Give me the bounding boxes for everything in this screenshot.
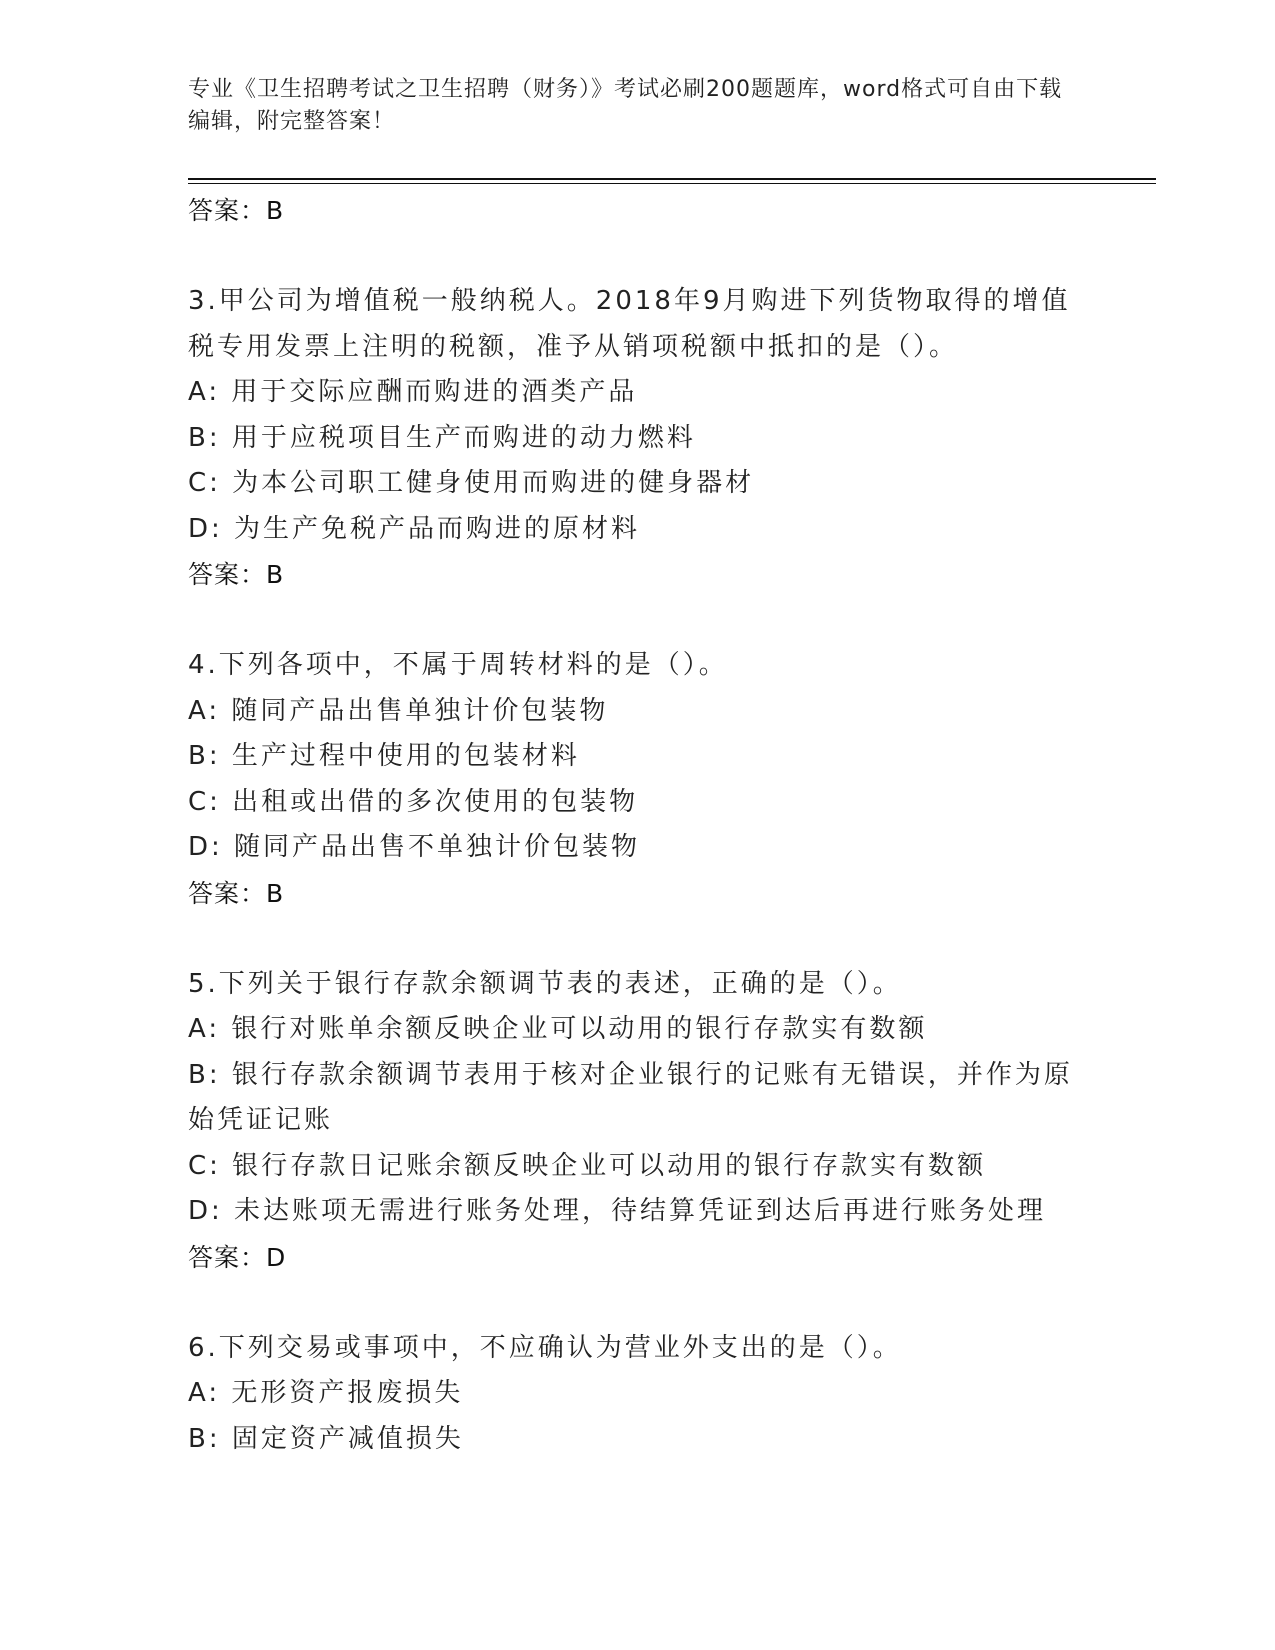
question-list — [188, 188, 1078, 1462]
option-b: B: 银行存款余额调节表用于核对企业银行的记账有无错误，并作为原始凭证记账 — [188, 1059, 1073, 1135]
option-a: A: 用于交际应酬而购进的酒类产品 — [188, 377, 638, 407]
option-c: C: 为本公司职工健身使用而购进的健身器材 — [188, 468, 755, 498]
option-d: D: 为生产免税产品而购进的原材料 — [188, 513, 641, 544]
option-a: A: 银行对账单余额反映企业可以动用的银行存款实有数额 — [188, 1014, 928, 1044]
question-item — [188, 1326, 1078, 1463]
option-a: A: 随同产品出售单独计价包装物 — [188, 695, 609, 726]
option-b: B: 用于应税项目生产而购进的动力燃料 — [188, 422, 696, 453]
header-divider-thick — [188, 178, 1156, 180]
option-b: B: 生产过程中使用的包装材料 — [188, 741, 580, 771]
question-item — [188, 643, 1078, 916]
question-stem: 6.下列交易或事项中，不应确认为营业外支出的是（）。 — [188, 1332, 902, 1363]
option-a: A: 无形资产报废损失 — [188, 1378, 464, 1408]
question-item — [188, 962, 1078, 1280]
question-stem: 4.下列各项中，不属于周转材料的是（）。 — [188, 650, 728, 680]
option-d: D: 随同产品出售不单独计价包装物 — [188, 832, 641, 862]
header-divider-thin — [188, 183, 1156, 184]
question-item — [188, 279, 1078, 597]
document-header: 专业《卫生招聘考试之卫生招聘（财务）》考试必刷200题题库，word格式可自由下载编辑，附完整答案！ — [188, 77, 1063, 134]
option-c: C: 出租或出借的多次使用的包装物 — [188, 786, 639, 817]
option-b: B: 固定资产减值损失 — [188, 1423, 464, 1454]
answer-label: 答案：B — [188, 196, 285, 225]
option-d: D: 未达账项无需进行账务处理，待结算凭证到达后再进行账务处理 — [188, 1196, 1047, 1226]
answer-label: 答案：B — [188, 560, 285, 589]
answer-label: 答案：B — [188, 878, 285, 908]
question-stem: 3.甲公司为增值税一般纳税人。2018年9月购进下列货物取得的增值税专用发票上注明的税额，准予从销项税额中抵扣的是（）。 — [188, 286, 1071, 362]
question-stem: 5.下列关于银行存款余额调节表的表述，正确的是（）。 — [188, 968, 902, 999]
answer-label: 答案：D — [188, 1242, 287, 1272]
option-c: C: 银行存款日记账余额反映企业可以动用的银行存款实有数额 — [188, 1150, 987, 1181]
